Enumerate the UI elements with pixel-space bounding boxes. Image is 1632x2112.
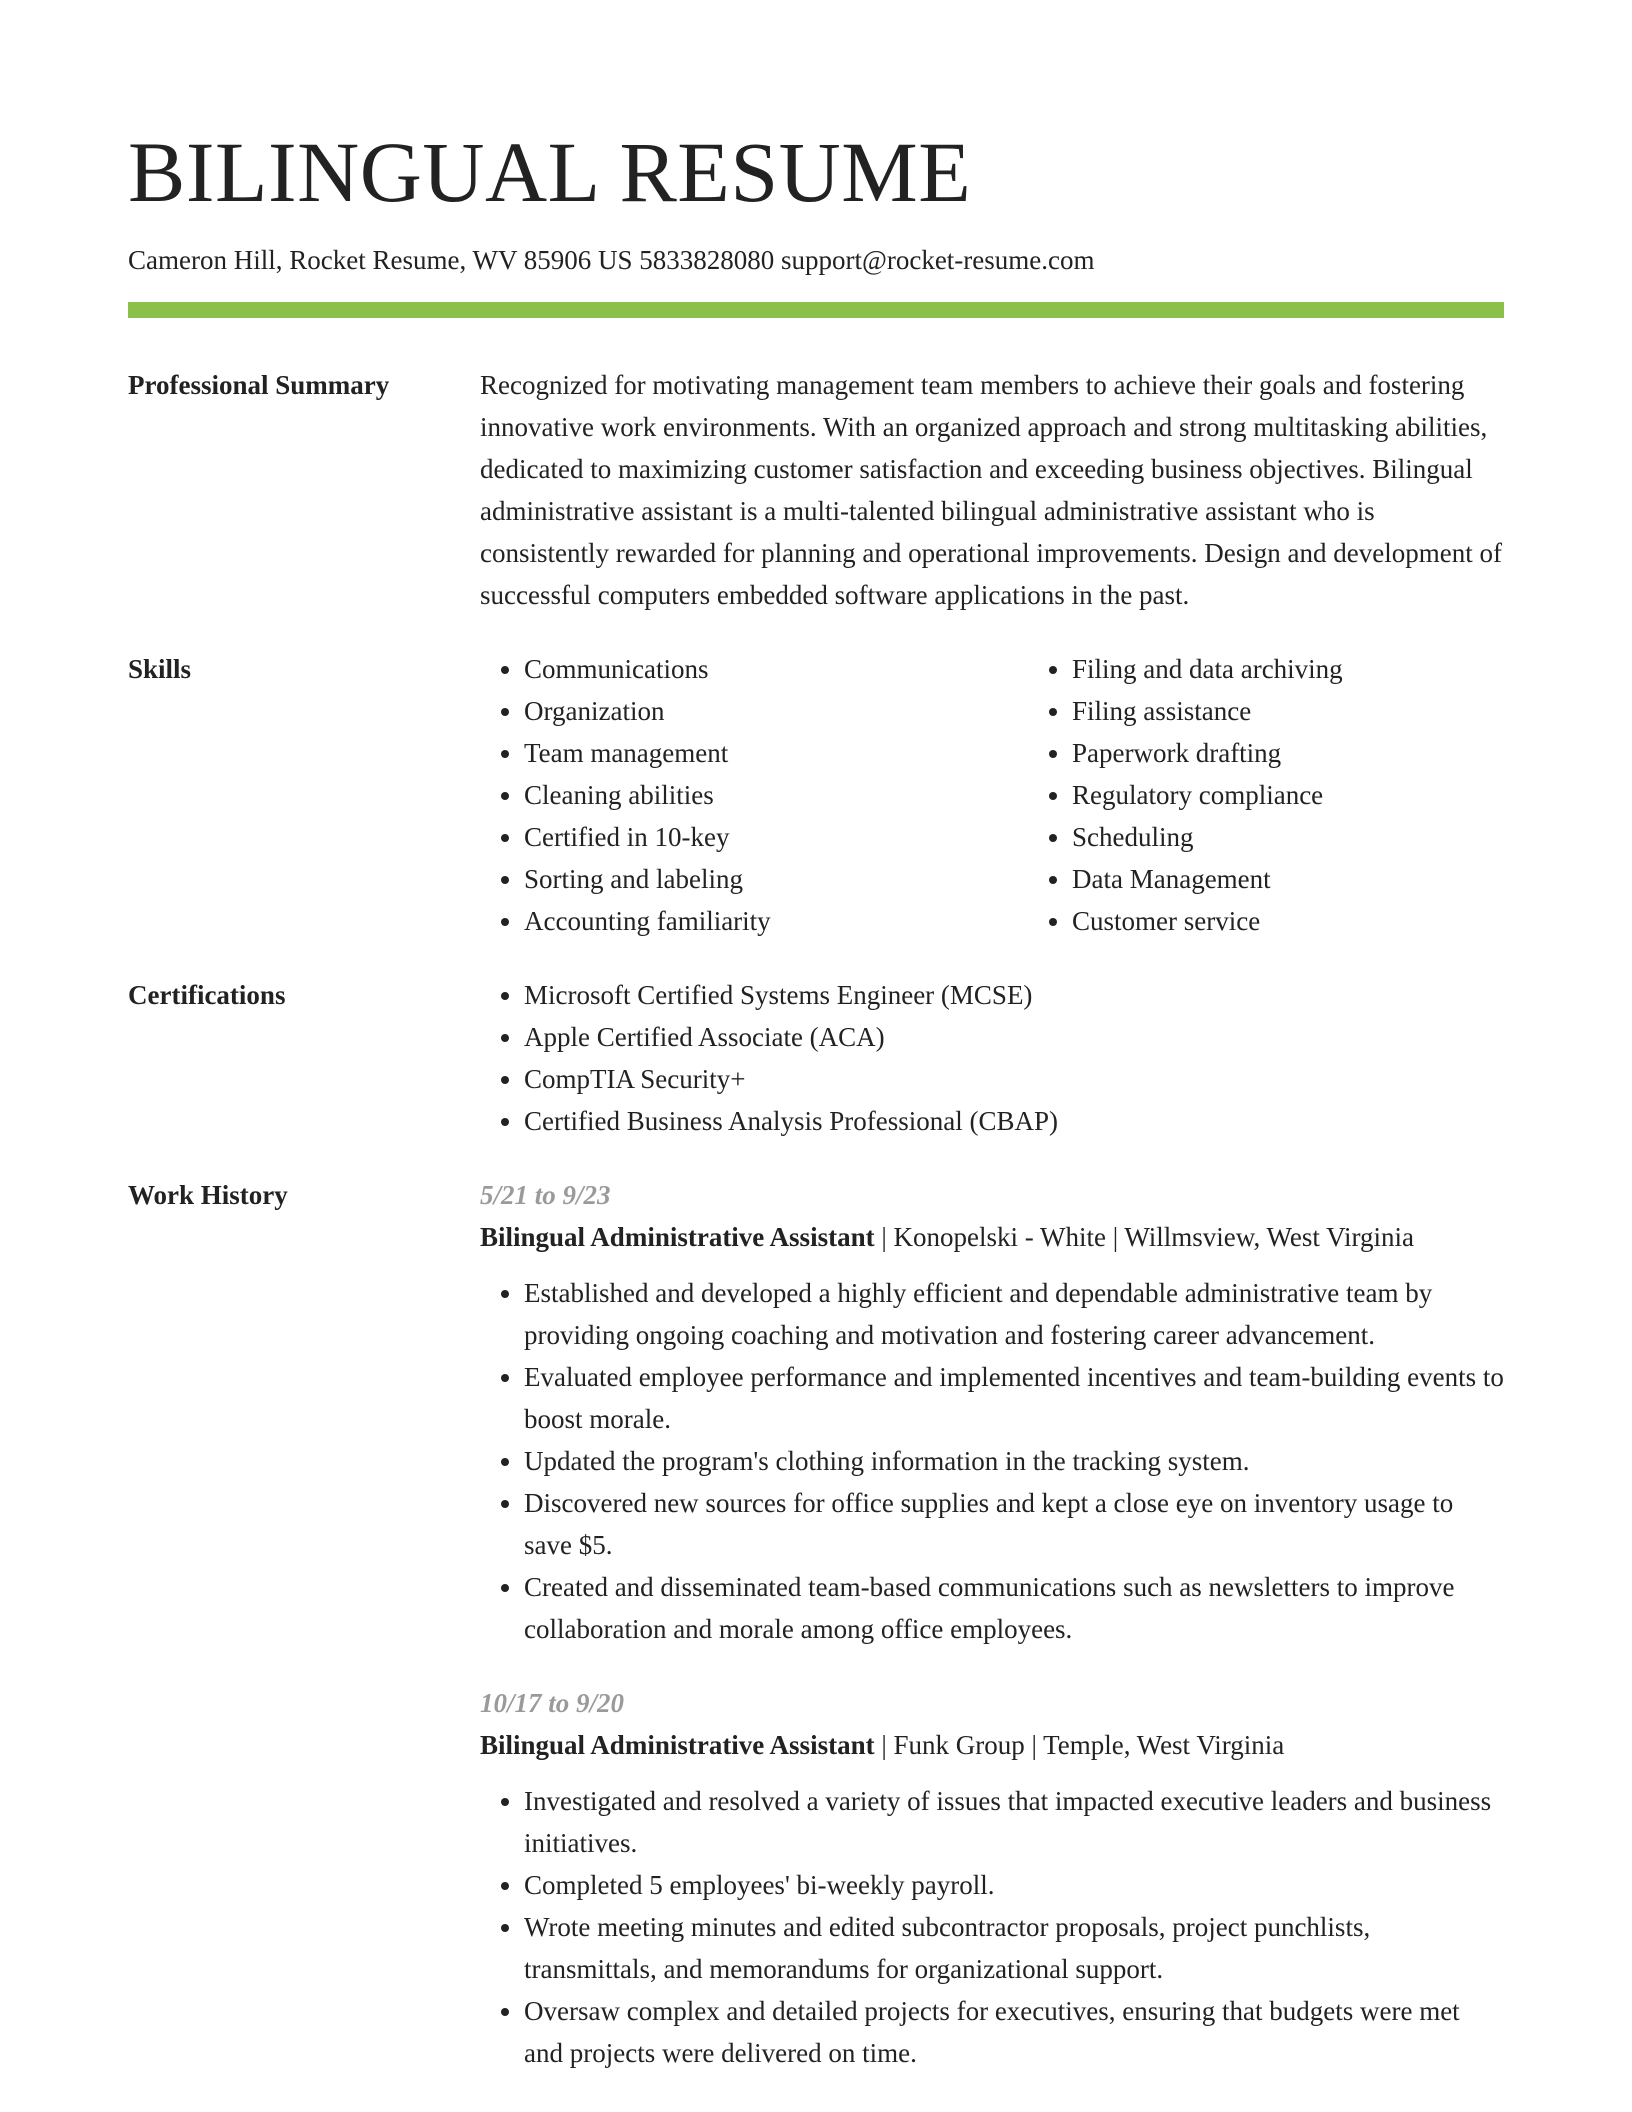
skill-item: • Team management	[524, 732, 1028, 774]
skills-section	[128, 648, 1504, 942]
certifications-label: Certifications	[128, 980, 286, 1010]
contact-person: Cameron Hill,	[128, 245, 283, 275]
job-heading	[480, 1216, 1504, 1258]
job-bullet: • Investigated and resolved a variety of issues that impacted executive leaders and business initiatives.	[524, 1780, 1504, 1864]
skill-item: • Data Management	[1072, 858, 1576, 900]
skill-item: • Filing and data archiving	[1072, 648, 1576, 690]
job-bullets	[480, 1780, 1504, 2074]
skill-item: • Paperwork drafting	[1072, 732, 1576, 774]
job-dates: 10/17 to 9/20	[480, 1688, 625, 1718]
skill-item: • Certified in 10-key	[524, 816, 1028, 858]
skill-item: • Communications	[524, 648, 1028, 690]
contact-line	[128, 242, 1504, 278]
skill-item: • Filing assistance	[1072, 690, 1576, 732]
resume-title: BILINGUAL RESUME	[128, 124, 972, 220]
job-bullet: • Completed 5 employees' bi-weekly payroll.	[524, 1864, 1504, 1906]
certification-item: • CompTIA Security+	[524, 1058, 1504, 1100]
job-title: Bilingual Administrative Assistant	[480, 1730, 875, 1760]
certifications-body	[480, 974, 1504, 1142]
summary-label: Professional Summary	[128, 370, 390, 400]
skill-item: • Organization	[524, 690, 1028, 732]
job-bullets	[480, 1272, 1504, 1650]
skills-label: Skills	[128, 654, 192, 684]
summary-section	[128, 364, 1504, 616]
job-bullet: • Established and developed a highly efficient and dependable administrative team by providing ongoing coaching and motivation and fostering career advancement.	[524, 1272, 1504, 1356]
skill-item: • Cleaning abilities	[524, 774, 1028, 816]
skills-body	[480, 648, 1576, 942]
work-history-label: Work History	[128, 1180, 288, 1210]
job-bullet: • Created and disseminated team-based communications such as newsletters to improve collaboration and morale among office employees.	[524, 1566, 1504, 1650]
job-details: | Konopelski - White | Willmsview, West Virginia	[881, 1222, 1414, 1252]
skill-item: • Customer service	[1072, 900, 1576, 942]
skills-left-list	[480, 648, 1028, 942]
job-bullet: • Evaluated employee performance and implemented incentives and team-building events to boost morale.	[524, 1356, 1504, 1440]
skill-item: • Accounting familiarity	[524, 900, 1028, 942]
header-divider	[128, 302, 1504, 318]
summary-body	[480, 364, 1504, 616]
contact-address: Rocket Resume, WV 85906 US	[289, 245, 633, 275]
certification-item: • Apple Certified Associate (ACA)	[524, 1016, 1504, 1058]
certifications-list	[480, 974, 1504, 1142]
job-bullet: • Oversaw complex and detailed projects for executives, ensuring that budgets were met and projects were delivered on time.	[524, 1990, 1504, 2074]
certification-item: • Certified Business Analysis Professional (CBAP)	[524, 1100, 1504, 1142]
skill-item: • Scheduling	[1072, 816, 1576, 858]
job-bullet: • Updated the program's clothing information in the tracking system.	[524, 1440, 1504, 1482]
work-history-section	[128, 1174, 1504, 2106]
skill-item: • Regulatory compliance	[1072, 774, 1576, 816]
resume-page	[128, 0, 1504, 2106]
job-heading	[480, 1724, 1504, 1766]
job-dates: 5/21 to 9/23	[480, 1180, 611, 1210]
job-details: | Funk Group | Temple, West Virginia	[881, 1730, 1285, 1760]
certifications-section	[128, 974, 1504, 1142]
certification-item: • Microsoft Certified Systems Engineer (MCSE)	[524, 974, 1504, 1016]
contact-email: support@rocket-resume.com	[780, 245, 1095, 275]
skill-item: • Sorting and labeling	[524, 858, 1028, 900]
skills-right-list	[1028, 648, 1576, 942]
job-entry	[480, 1682, 1504, 2074]
job-title: Bilingual Administrative Assistant	[480, 1222, 875, 1252]
job-entry	[480, 1174, 1504, 1650]
job-bullet: • Wrote meeting minutes and edited subcontractor proposals, project punchlists, transmittals, and memorandums for organizational support.	[524, 1906, 1504, 1990]
contact-phone: 5833828080	[639, 245, 775, 275]
job-bullet: • Discovered new sources for office supplies and kept a close eye on inventory usage to save $5.	[524, 1482, 1504, 1566]
summary-text: Recognized for motivating management team members to achieve their goals and fostering innovative work environments. With an organized approach and strong multitasking abilities, dedicated to maximizing customer satisfaction and exceeding business objectives. Bilingual administrative assistant is a multi-talented bilingual administrative assistant who is consistently rewarded for planning and operational improvements. Design and development of successful computers embedded software applications in the past.	[480, 370, 1502, 610]
work-history-body	[480, 1174, 1504, 2106]
